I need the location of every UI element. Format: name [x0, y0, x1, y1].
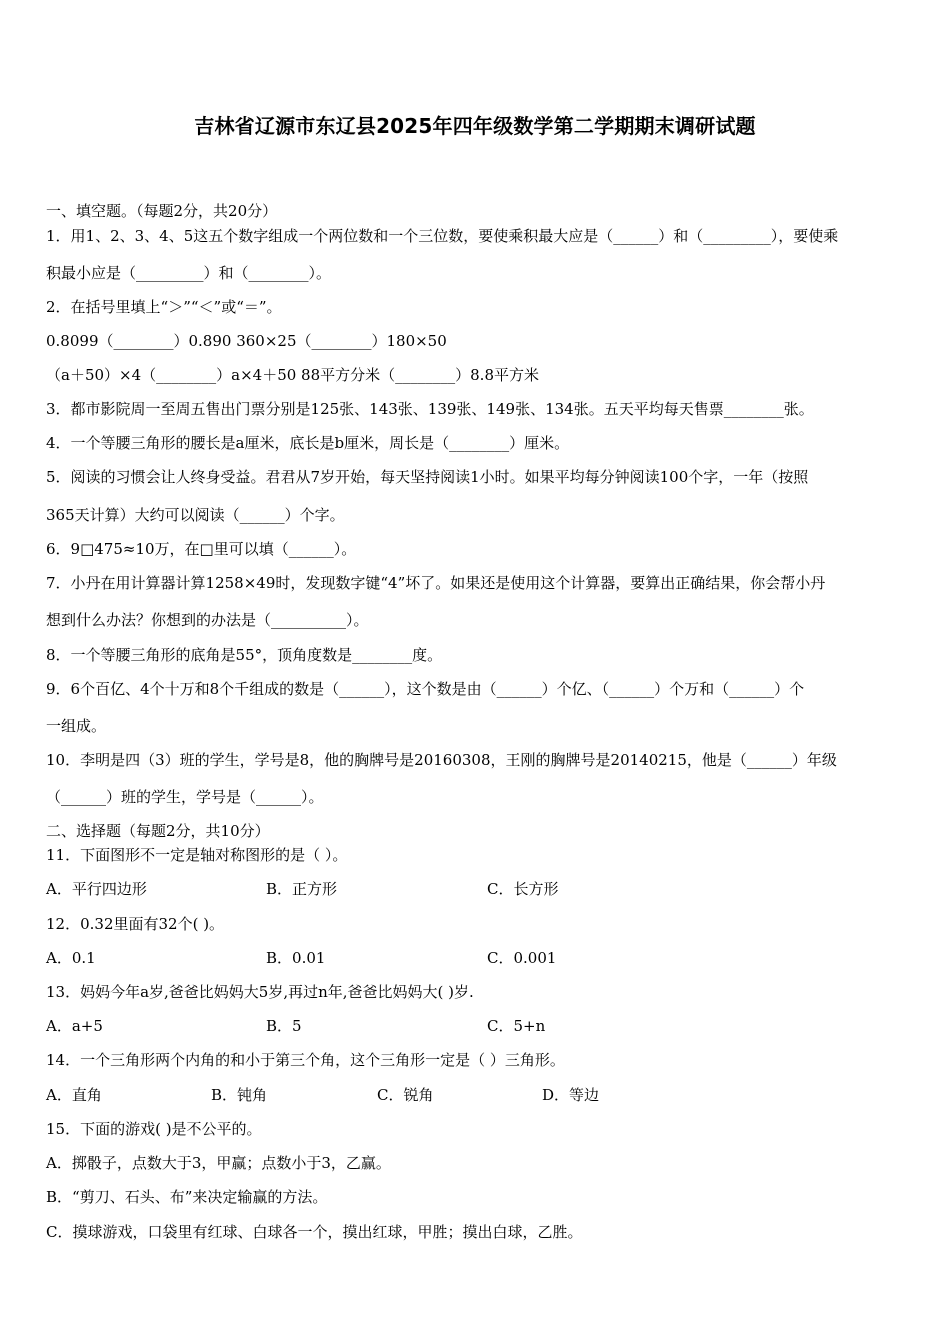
option-c: C．0.001 [487, 949, 557, 967]
question-10-line-1: 10．李明是四（3）班的学生，学号是8，他的胸牌号是20160308，王刚的胸牌号是20140215，他是（______）年级 [46, 751, 837, 769]
option-b: B．0.01 [266, 949, 326, 967]
question-5-line-1: 5．阅读的习惯会让人终身受益。君君从7岁开始，每天坚持阅读1小时。如果平均每分钟阅读100个字，一年（按照 [46, 468, 809, 486]
option-a: A．直角 [46, 1086, 102, 1104]
question-7-line-2: 想到什么办法？你想到的办法是（__________）。 [46, 611, 369, 629]
question-15: 15．下面的游戏( )是不公平的。 [46, 1120, 262, 1138]
question-3: 3．都市影院周一至周五售出门票分别是125张、143张、139张、149张、134张。五天平均每天售票________张。 [46, 400, 814, 418]
question-11-options [46, 878, 908, 900]
page-title: 吉林省辽源市东辽县2025年四年级数学第二学期期末调研试题 [194, 114, 756, 138]
question-8: 8．一个等腰三角形的底角是55°，顶角度数是________度。 [46, 646, 443, 664]
option-c: C．长方形 [487, 880, 559, 898]
option-d: D．等边 [542, 1086, 600, 1104]
option-c: C．锐角 [377, 1086, 434, 1104]
section-heading: 二、选择题（每题2分，共10分） [46, 822, 270, 840]
question-6: 6．9□475≈10万，在□里可以填（______）。 [46, 540, 357, 558]
question-5-line-2: 365天计算）大约可以阅读（______）个字。 [46, 506, 345, 524]
option-b: B．5 [266, 1017, 302, 1035]
option-b: B．“剪刀、石头、布”来决定输赢的方法。 [46, 1188, 328, 1206]
question-9-line-2: 一组成。 [46, 717, 107, 735]
question-11: 11．下面图形不一定是轴对称图形的是（ ）。 [46, 846, 348, 864]
question-1-line-2: 积最小应是（_________）和（________）。 [46, 264, 332, 282]
question-2: 2．在括号里填上“＞”“＜”或“＝”。 [46, 298, 282, 316]
option-c: C．摸球游戏，口袋里有红球、白球各一个，摸出红球，甲胜；摸出白球，乙胜。 [46, 1223, 583, 1241]
question-14: 14．一个三角形两个内角的和小于第三个角，这个三角形一定是（ ）三角形。 [46, 1051, 565, 1069]
question-12-options [46, 947, 908, 969]
question-12: 12．0.32里面有32个( )。 [46, 915, 225, 933]
question-2-row-1: 0.8099（________）0.890 360×25（________）180×50 [46, 332, 447, 350]
question-2-row-2: （a＋50）×4（________）a×4＋50 88平方分米（________）8.8平方米 [46, 366, 539, 384]
option-c: C．5+n [487, 1017, 546, 1035]
option-b: B．钝角 [211, 1086, 268, 1104]
option-b: B．正方形 [266, 880, 338, 898]
question-13-options [46, 1015, 908, 1037]
option-a: A．a+5 [46, 1017, 103, 1035]
option-a: A．掷骰子，点数大于3，甲赢；点数小于3，乙赢。 [46, 1154, 391, 1172]
option-a: A．0.1 [46, 949, 96, 967]
question-1-line-1: 1．用1、2、3、4、5这五个数字组成一个两位数和一个三位数，要使乘积最大应是（______）和（_________），要使乘 [46, 227, 839, 245]
question-10-line-2: （______）班的学生，学号是（______）。 [46, 788, 324, 806]
question-14-options [46, 1084, 908, 1106]
option-a: A．平行四边形 [46, 880, 147, 898]
question-9-line-1: 9．6个百亿、4个十万和8个千组成的数是（______），这个数是由（______）个亿、（______）个万和（______）个 [46, 680, 805, 698]
question-13: 13．妈妈今年a岁,爸爸比妈妈大5岁,再过n年,爸爸比妈妈大( )岁. [46, 983, 474, 1001]
question-4: 4．一个等腰三角形的腰长是a厘米，底长是b厘米，周长是（________）厘米。 [46, 434, 570, 452]
section-heading: 一、填空题。（每题2分，共20分） [46, 202, 278, 220]
question-7-line-1: 7．小丹在用计算器计算1258×49时，发现数字键“4”坏了。如果还是使用这个计算器，要算出正确结果，你会帮小丹 [46, 574, 826, 592]
